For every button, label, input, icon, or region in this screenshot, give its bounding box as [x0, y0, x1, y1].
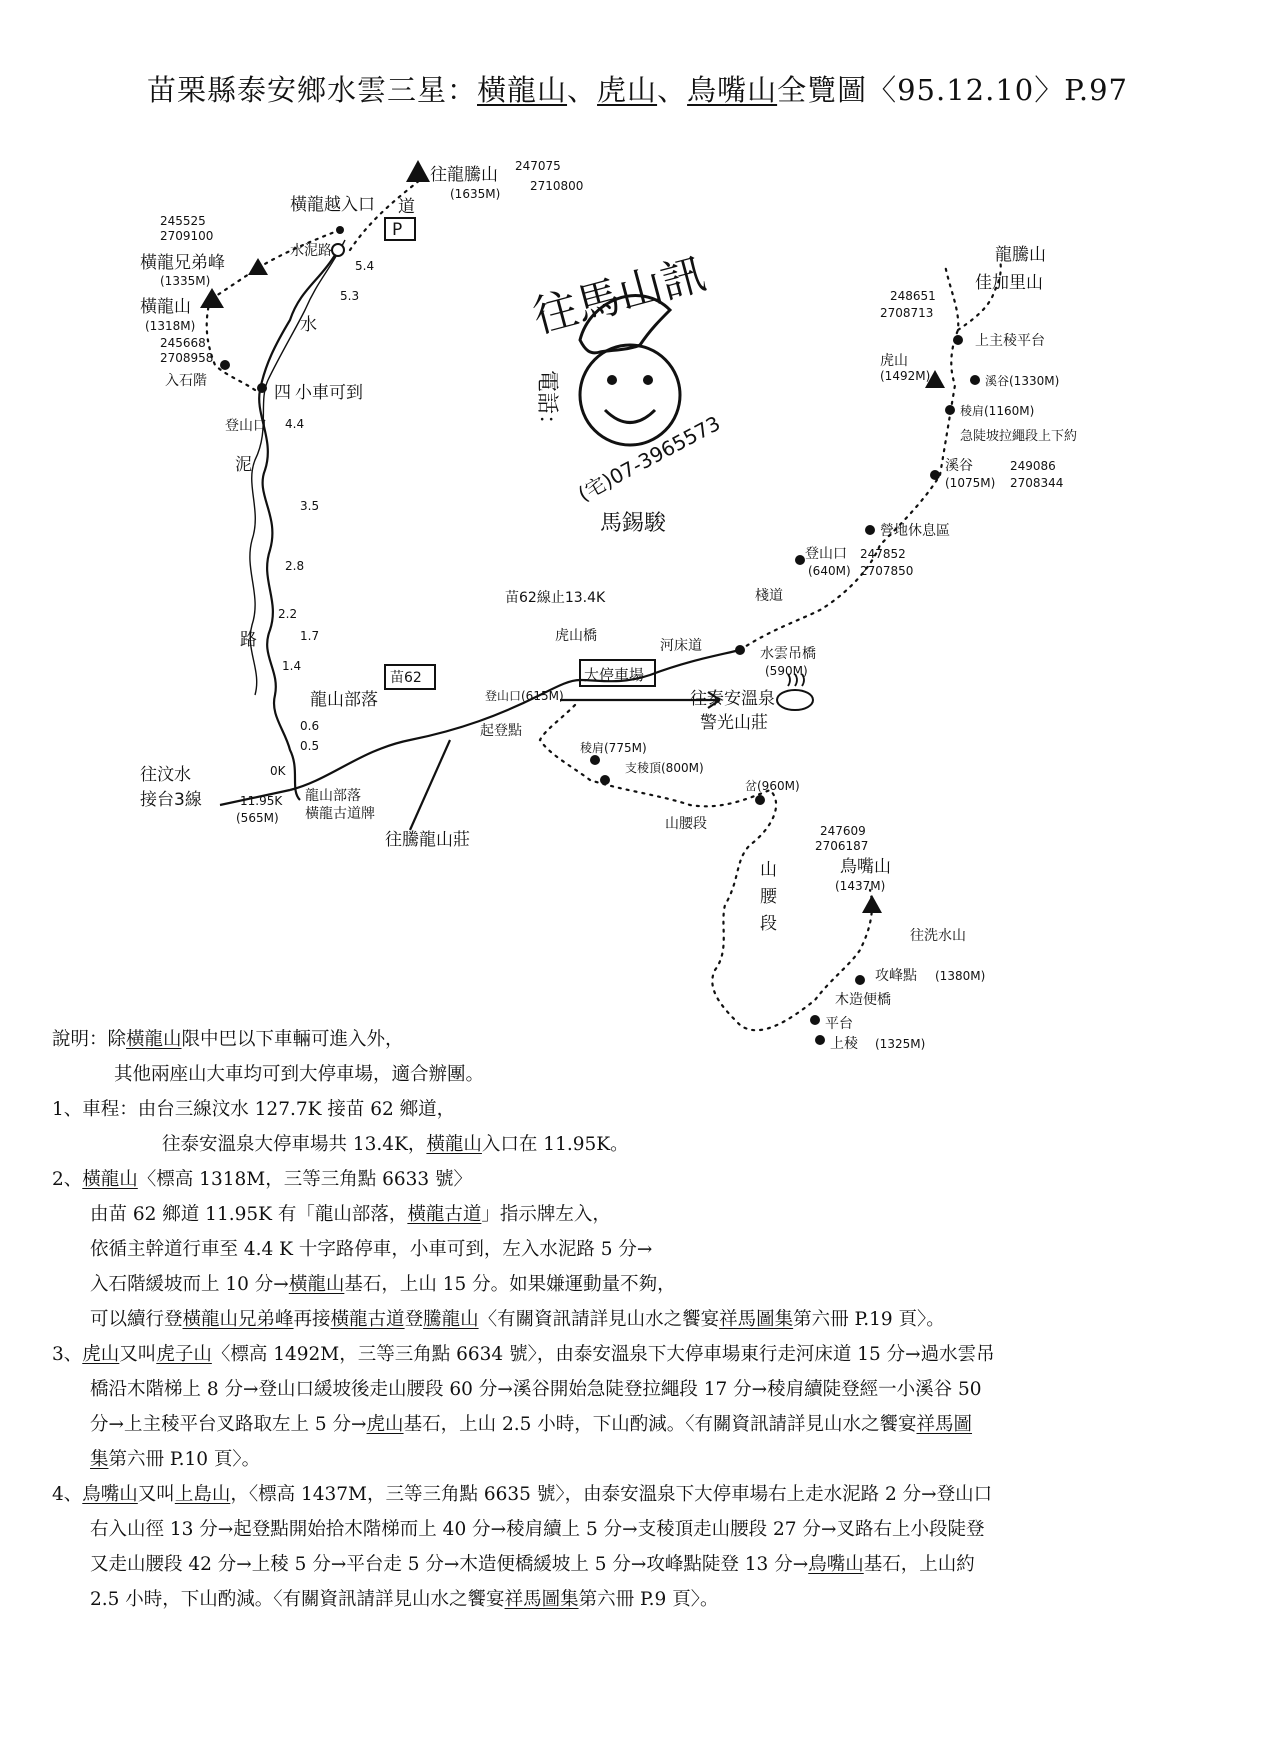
brothers-peak-marker [248, 258, 268, 275]
note-3c: 分→上主稜平台叉路取左上 5 分→虎山基石，上山 2.5 小時，下山酌減。〈有關資訊請詳見山水之饗宴祥馬圖 [90, 1414, 973, 1435]
label-upper-ridge-elev: (1325M) [875, 1037, 926, 1051]
title-peak-niaozui: 鳥嘴山 [687, 73, 778, 107]
label-main-ridge: 上主稜平台 [975, 333, 1045, 349]
title-sep: 、 [567, 73, 598, 107]
stamp-tel-label: 電話： [534, 370, 559, 437]
note-4d: 2.5 小時，下山酌減。〈有關資訊請詳見山水之饗宴祥馬圖集第六冊 P.9 頁〉。 [90, 1589, 719, 1610]
four-way-dot [257, 383, 267, 393]
label-valley-elev: (1075M) [945, 476, 996, 490]
henglong-stream [250, 240, 345, 695]
label-shan: 山 [760, 860, 777, 880]
note-3a: 3、虎山又叫虎子山〈標高 1492M，三等三角點 6634 號〉，由泰安溫泉下大停車場東行走河床道 15 分→過水雲吊 [52, 1344, 995, 1365]
smiley-eye-left [607, 375, 617, 385]
label-trailhead: 登山口 [225, 418, 267, 434]
smiley-eye-right [643, 375, 653, 385]
trail-henglong-steps [207, 300, 255, 390]
label-tiger-bridge: 虎山橋 [555, 628, 597, 644]
label-tiger-elev: (1492M) [880, 369, 931, 383]
label-to-xishui: 往洗水山 [910, 928, 966, 944]
label-valley-coords1: 249086 [1010, 459, 1056, 473]
label-yao: 腰 [760, 887, 777, 907]
note-2d: 入石階緩坡而上 10 分→橫龍山基石，上山 15 分。如果嫌運動量不夠， [90, 1274, 676, 1295]
label-shuiyun-bridge: 水雲吊橋 [760, 646, 816, 662]
label-mountain-belt: 山腰段 [665, 816, 707, 832]
label-longteng2: 龍騰山 [995, 245, 1046, 265]
label-water: 水 [300, 315, 317, 335]
title-sep: 、 [657, 73, 688, 107]
label-mud: 泥 [235, 455, 252, 475]
shuiyun-bridge-dot [735, 645, 745, 655]
label-rope-section: 急陡坡拉繩段上下約 [960, 429, 1078, 444]
label-km-5-4: 5.4 [355, 259, 375, 273]
niaozui-peak-marker [862, 895, 882, 913]
label-parking: P [392, 220, 403, 240]
label-km-0: 0K [270, 764, 286, 778]
stone-steps-dot [220, 360, 230, 370]
stamp-name: 馬錫駿 [600, 511, 667, 536]
label-brothers-elev: (1335M) [160, 274, 211, 288]
label-henglong-elev: (1318M) [145, 319, 196, 333]
label-henglong-peak: 橫龍山 [140, 297, 191, 317]
note-2b: 由苗 62 鄉道 11.95K 有「龍山部落，橫龍古道」指示牌左入， [90, 1204, 611, 1225]
label-niaozui-elev: (1437M) [835, 879, 886, 893]
label-niaozui-coords1: 247609 [820, 824, 866, 838]
henglong-peak-marker [200, 288, 224, 308]
note-4b: 右入山徑 13 分→起登點開始拾木階梯而上 40 分→稜肩續上 5 分→支稜頂走山腰段 27 分→叉路右上小段陡登 [90, 1519, 985, 1540]
label-stream-1330: 溪谷(1330M) [985, 374, 1060, 388]
label-jingguang: 警光山莊 [700, 713, 768, 733]
label-tiger-peak: 虎山 [880, 353, 908, 369]
label-four-way: 四 [274, 383, 291, 403]
label-longteng-coords2: 2710800 [530, 179, 584, 193]
label-stone-steps: 入石階 [165, 373, 207, 389]
label-longteng: 往龍騰山 [430, 165, 498, 185]
longteng-peak-marker [406, 160, 430, 182]
main-ridge-dot [953, 335, 963, 345]
label-fork-960: 岔(960M) [745, 779, 800, 793]
label-niaozui-peak: 鳥嘴山 [840, 857, 891, 877]
label-hotspring: 往泰安溫泉 [690, 689, 775, 709]
label-trailhead-640-coords2: 2707850 [860, 564, 914, 578]
label-valley: 溪谷 [945, 458, 973, 474]
label-longteng-elev: (1635M) [450, 187, 501, 201]
note-1a: 1、車程：由台三線汶水 127.7K 接苗 62 鄉道， [52, 1099, 456, 1120]
label-to-longteng-villa: 往騰龍山莊 [385, 830, 470, 850]
attack-point-dot [855, 975, 865, 985]
label-longshan-sign: 龍山部落 [305, 788, 361, 804]
label-platform: 平台 [825, 1016, 853, 1032]
note-4c: 又走山腰段 42 分→上稜 5 分→平台走 5 分→木造便橋緩坡上 5 分→攻峰點陡登 13 分→鳥嘴山基石，上山約 [90, 1554, 975, 1575]
title-peak-tiger: 虎山 [597, 73, 658, 107]
note-2c: 依循主幹道行車至 4.4 K 十字路停車，小車可到，左入水泥路 5 分→ [90, 1239, 653, 1260]
smiley-face [580, 345, 680, 445]
trail-henglong [210, 230, 340, 300]
label-attack-point: 攻峰點 [875, 968, 917, 984]
label-longshan-village: 龍山部落 [310, 690, 378, 710]
note-2e: 可以續行登橫龍山兄弟峰再接橫龍古道登騰龍山〈有關資訊請詳見山水之饗宴祥馬圖集第六冊 P.19 頁〉。 [90, 1309, 945, 1330]
hotspring-icon [777, 674, 813, 710]
title-suffix: 全覽圖〈95.12.10〉P.97 [777, 73, 1128, 107]
label-km-1-7: 1.7 [300, 629, 320, 643]
label-km-3-5: 3.5 [300, 499, 320, 513]
page-title [0, 68, 1275, 109]
stamp [528, 248, 724, 536]
note-intro-1: 說明：除橫龍山限中巴以下車輛可進入外， [52, 1029, 404, 1050]
label-valley-coords2: 2708344 [1010, 476, 1064, 490]
camp-dot [865, 525, 875, 535]
valley-dot [930, 470, 940, 480]
label-attack-elev: (1380M) [935, 969, 986, 983]
label-brothers-peak: 橫龍兄弟峰 [140, 253, 225, 273]
label-trailhead-615: 登山口(615M) [485, 689, 564, 703]
label-brothers-coords2: 2709100 [160, 229, 214, 243]
label-miao62-end: 苗62線止13.4K [505, 590, 606, 606]
label-branch-ridge: 支稜頂(800M) [625, 761, 704, 775]
label-km-0-5: 0.5 [300, 739, 320, 753]
note-1b: 往泰安溫泉大停車場共 13.4K，橫龍山入口在 11.95K。 [162, 1134, 629, 1155]
entrance-dot [332, 244, 344, 256]
trailhead-640-dot [795, 555, 805, 565]
label-small-car: 小車可到 [295, 383, 363, 403]
label-road: 路 [240, 630, 257, 650]
label-km-2-8: 2.8 [285, 559, 305, 573]
henglong-road [259, 255, 335, 800]
label-ridge-775: 稜肩(775M) [580, 741, 647, 755]
label-cheng-dao: 棧道 [755, 588, 783, 604]
label-tai3: 接台3線 [140, 790, 202, 810]
label-riverbed-road: 河床道 [660, 638, 702, 654]
label-shuiyun-elev: (590M) [765, 664, 808, 678]
note-4a: 4、鳥嘴山又叫上島山，〈標高 1437M，三等三角點 6635 號〉，由泰安溫泉下大停車場右上走水泥路 2 分→登山口 [52, 1484, 993, 1505]
fork-960-dot [755, 795, 765, 805]
stamp-tel: (宅)07-3965573 [573, 411, 725, 507]
label-duan: 段 [760, 914, 777, 934]
label-start-climb: 起登點 [480, 723, 522, 739]
label-km-11-95: 11.95K [240, 794, 283, 808]
label-henglong-coords2: 2708958 [160, 351, 214, 365]
label-longteng-coords1: 247075 [515, 159, 561, 173]
label-to-wenshui: 往汶水 [140, 765, 191, 785]
label-tiger-coords2: 2708713 [880, 306, 934, 320]
note-2a: 2、橫龍山〈標高 1318M，三等三角點 6633 號〉 [52, 1169, 473, 1190]
label-tiger-coords1: 248651 [890, 289, 936, 303]
label-jialishan: 佳加里山 [975, 273, 1043, 293]
label-wooden-bridge: 木造便橋 [835, 992, 891, 1008]
title-prefix: 苗栗縣泰安鄉水雲三星： [147, 73, 478, 107]
label-henglong-trail-sign: 橫龍古道牌 [305, 806, 375, 822]
label-dao: 道 [398, 197, 415, 217]
label-trailhead-640: 登山口 [805, 546, 847, 562]
label-camp: 營地休息區 [880, 523, 950, 539]
label-trailhead-640-coords1: 247852 [860, 547, 906, 561]
label-km-1-4: 1.4 [282, 659, 302, 673]
stream-1330-dot [970, 375, 980, 385]
note-3d: 集第六冊 P.10 頁〉。 [90, 1449, 261, 1470]
label-km-5-3: 5.3 [340, 289, 360, 303]
note-3b: 橋沿木階梯上 8 分→登山口緩坡後走山腰段 60 分→溪谷開始急陡登拉繩段 17 分→稜肩續陡登經一小溪谷 50 [90, 1379, 982, 1400]
label-km-4-4: 4.4 [285, 417, 305, 431]
trail-tiger-fork [958, 260, 1001, 330]
label-trailhead-640-elev: (640M) [808, 564, 851, 578]
label-ridge-1160: 稜肩(1160M) [960, 404, 1035, 418]
stamp-title: 往馬山訊 [527, 248, 712, 344]
entrance-top-dot [336, 226, 344, 234]
label-upper-ridge: 上稜 [830, 1036, 858, 1052]
label-km-0-6: 0.6 [300, 719, 320, 733]
label-henglong-coords1: 245668 [160, 336, 206, 350]
note-intro-2: 其他兩座山大車均可到大停車場，適合辦團。 [114, 1064, 485, 1085]
label-cement-road: 水泥路 [290, 243, 332, 259]
label-miao62: 苗62 [390, 670, 422, 686]
label-elev-565: (565M) [236, 811, 279, 825]
label-big-parking: 大停車場 [584, 666, 645, 684]
label-km-2-2: 2.2 [278, 607, 298, 621]
smiley-mouth [605, 410, 655, 423]
ridge-775-dot [590, 755, 600, 765]
label-niaozui-coords2: 2706187 [815, 839, 869, 853]
label-brothers-coords1: 245525 [160, 214, 206, 228]
label-henglong-entrance: 橫龍越入口 [290, 195, 375, 215]
branch-ridge-dot [600, 775, 610, 785]
notes [52, 1022, 1232, 1617]
longteng-villa-arrow [410, 740, 450, 830]
title-peak-henglong: 橫龍山 [477, 73, 568, 107]
ridge-1160-dot [945, 405, 955, 415]
